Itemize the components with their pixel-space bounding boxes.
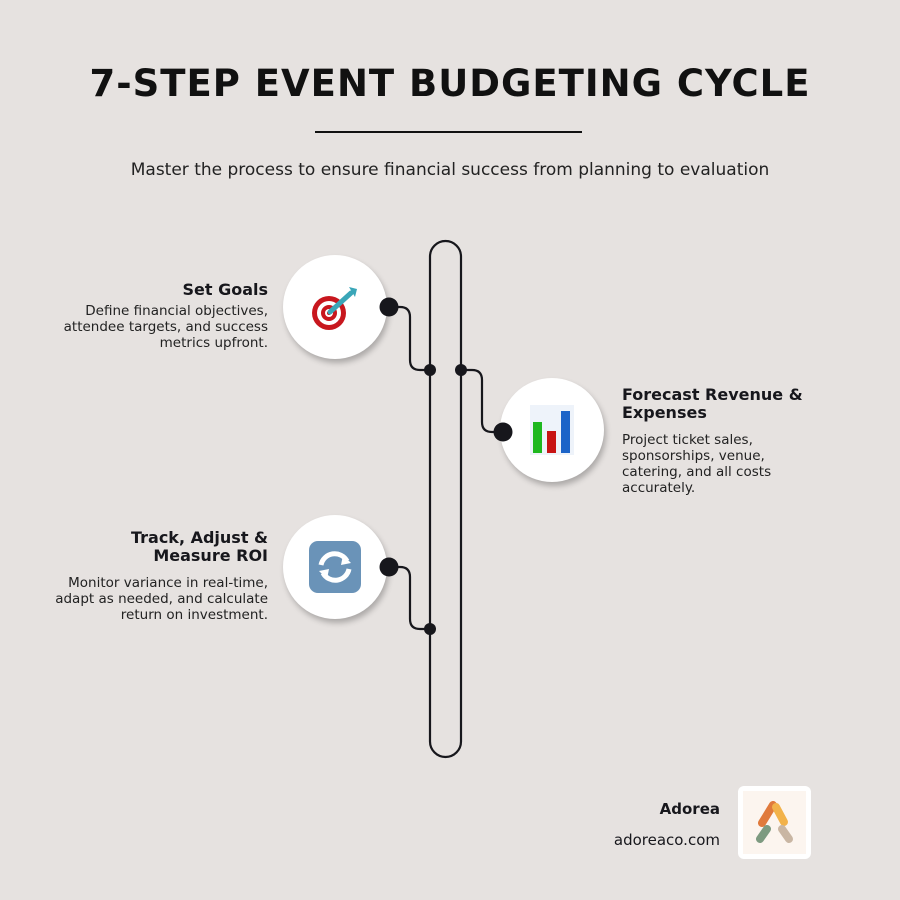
step-description: Define financial objectives, attendee targets, and success metrics upfront. xyxy=(63,303,268,351)
target-dart-icon xyxy=(307,279,363,335)
page-title: 7-STEP EVENT BUDGETING CYCLE xyxy=(89,62,811,105)
brand-url[interactable]: adoreaco.com xyxy=(613,831,720,849)
step-icon-circle-set-goals xyxy=(283,255,387,359)
step-description: Project ticket sales, sponsorships, venue, catering, and all costs accurately. xyxy=(622,432,772,496)
step-track-adjust xyxy=(38,529,268,623)
connector-set-goals xyxy=(389,307,430,370)
adorea-logo-icon xyxy=(753,801,797,845)
step-description: Monitor variance in real-time, adapt as needed, and calculate return on investment. xyxy=(55,575,268,623)
step-title: Forecast Revenue & Expenses xyxy=(622,385,803,422)
step-icon-circle-track xyxy=(283,515,387,619)
brand-name: Adorea xyxy=(659,800,720,818)
brand-logo xyxy=(738,786,811,859)
bar-chart-icon xyxy=(530,405,574,455)
step-icon-circle-forecast xyxy=(500,378,604,482)
junction-dot xyxy=(424,364,436,376)
step-title: Set Goals xyxy=(182,280,268,299)
step-forecast xyxy=(622,386,822,496)
connector-track xyxy=(389,567,430,629)
step-title: Track, Adjust & Measure ROI xyxy=(130,528,268,565)
page-subtitle: Master the process to ensure financial success from planning to evaluation xyxy=(130,160,770,180)
junction-dot xyxy=(424,623,436,635)
refresh-icon xyxy=(309,541,361,593)
junction-dot xyxy=(455,364,467,376)
step-set-goals xyxy=(38,281,268,351)
connector-forecast xyxy=(461,370,503,432)
cycle-track xyxy=(430,241,461,757)
